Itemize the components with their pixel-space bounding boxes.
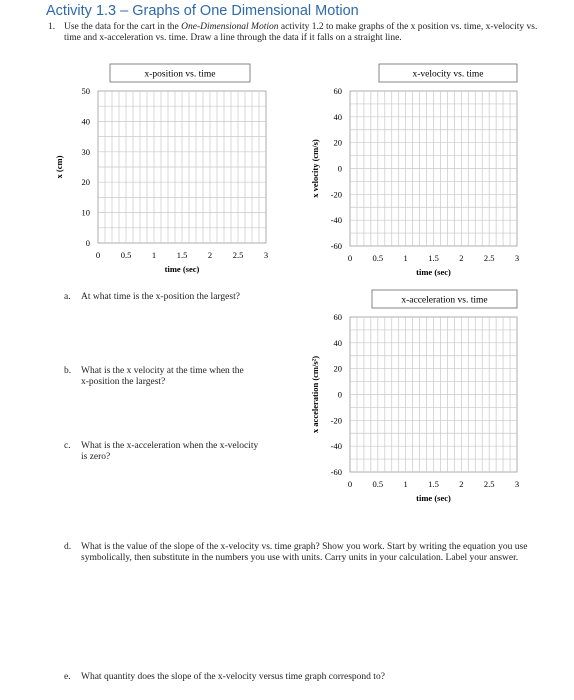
y-tick-label: -20 <box>330 189 342 200</box>
y-tick-label: 40 <box>81 116 90 127</box>
subquestion-letter: d. <box>64 542 72 552</box>
chart-title: x-position vs. time <box>144 69 216 80</box>
y-tick-label: 10 <box>81 207 90 218</box>
question-number: 1. <box>48 22 56 32</box>
y-tick-label: 0 <box>85 238 90 248</box>
x-tick-label: 0 <box>347 253 353 263</box>
y-tick-label: -20 <box>330 415 342 426</box>
x-tick-label: 3 <box>514 479 520 489</box>
page-title: Activity 1.3 – Graphs of One Dimensional Motion <box>46 3 359 19</box>
y-axis-label: x velocity (cm/s) <box>310 139 320 198</box>
subquestion-text: What is the x-acceleration when the x-velocity is zero? <box>81 441 259 462</box>
x-tick-label: 3 <box>263 250 269 260</box>
question-text-part: Use the data for the cart in the <box>64 22 182 32</box>
y-axis-label: x (cm) <box>54 155 64 179</box>
x-tick-label: 0.5 <box>120 250 132 260</box>
chart-title: x-velocity vs. time <box>412 69 484 80</box>
y-tick-label: 40 <box>333 337 342 348</box>
y-tick-label: -40 <box>330 215 342 226</box>
x-velocity-graph <box>310 64 519 277</box>
x-acceleration-graph <box>310 290 519 503</box>
x-tick-label: 1 <box>403 479 408 489</box>
subquestion-text: At what time is the x-position the largest? <box>81 292 240 302</box>
x-tick-label: 1 <box>151 250 157 260</box>
y-axis-label: x acceleration (cm/s²) <box>310 355 320 434</box>
y-tick-label: 20 <box>333 363 342 374</box>
subquestion-letter: c. <box>64 441 71 451</box>
y-tick-label: 0 <box>337 163 342 174</box>
x-tick-label: 0 <box>95 250 101 260</box>
y-tick-label: 0 <box>337 389 342 400</box>
y-tick-label: -60 <box>330 467 342 477</box>
y-tick-label: 20 <box>333 137 342 148</box>
x-tick-label: 2.5 <box>232 250 244 260</box>
x-tick-label: 2.5 <box>483 479 495 489</box>
y-tick-label: 30 <box>81 146 90 157</box>
subquestion-text: What is the value of the slope of the x-velocity vs. time graph? Show you work. Start by writing the equation you use symbolically, then substitute in the numbers you use with units. Carry units in your calculation. Label your answer. <box>81 542 528 563</box>
x-tick-label: 2.5 <box>483 253 495 263</box>
y-tick-label: 40 <box>333 111 342 122</box>
x-axis-label: time (sec) <box>416 267 451 277</box>
x-tick-label: 3 <box>514 253 520 263</box>
chart-title: x-acceleration vs. time <box>401 295 488 306</box>
x-tick-label: 2 <box>459 479 464 489</box>
x-tick-label: 2 <box>207 250 213 260</box>
x-tick-label: 1.5 <box>176 250 188 260</box>
subquestion-letter: a. <box>64 292 71 302</box>
x-tick-label: 2 <box>459 253 464 263</box>
y-tick-label: 60 <box>333 86 342 96</box>
subquestion-text: What quantity does the slope of the x-velocity versus time graph correspond to? <box>81 672 385 682</box>
activity-name: One-Dimensional Motion <box>181 22 279 32</box>
x-position-graph <box>54 64 268 274</box>
x-tick-label: 0.5 <box>372 479 384 489</box>
subquestion-letter: e. <box>64 672 71 682</box>
x-tick-label: 0 <box>347 479 353 489</box>
y-tick-label: -60 <box>330 241 342 251</box>
x-axis-label: time (sec) <box>416 493 451 503</box>
x-axis-label: time (sec) <box>164 264 200 274</box>
x-tick-label: 0.5 <box>372 253 384 263</box>
y-tick-label: 50 <box>81 86 90 96</box>
y-tick-label: 60 <box>333 312 342 322</box>
subquestion-letter: b. <box>64 366 72 376</box>
subquestion-text: What is the x velocity at the time when the x-position the largest? <box>81 366 244 387</box>
x-tick-label: 1.5 <box>428 479 439 489</box>
x-tick-label: 1.5 <box>428 253 439 263</box>
question-text-part: activity 1.2 to make graphs of the x position vs. time, x-velocity vs. time and x-acceleration vs. time. Draw a line through the data if it falls on a straight line. <box>64 22 538 43</box>
y-tick-label: 20 <box>81 177 90 188</box>
x-tick-label: 1 <box>403 253 408 263</box>
y-tick-label: -40 <box>330 441 342 452</box>
